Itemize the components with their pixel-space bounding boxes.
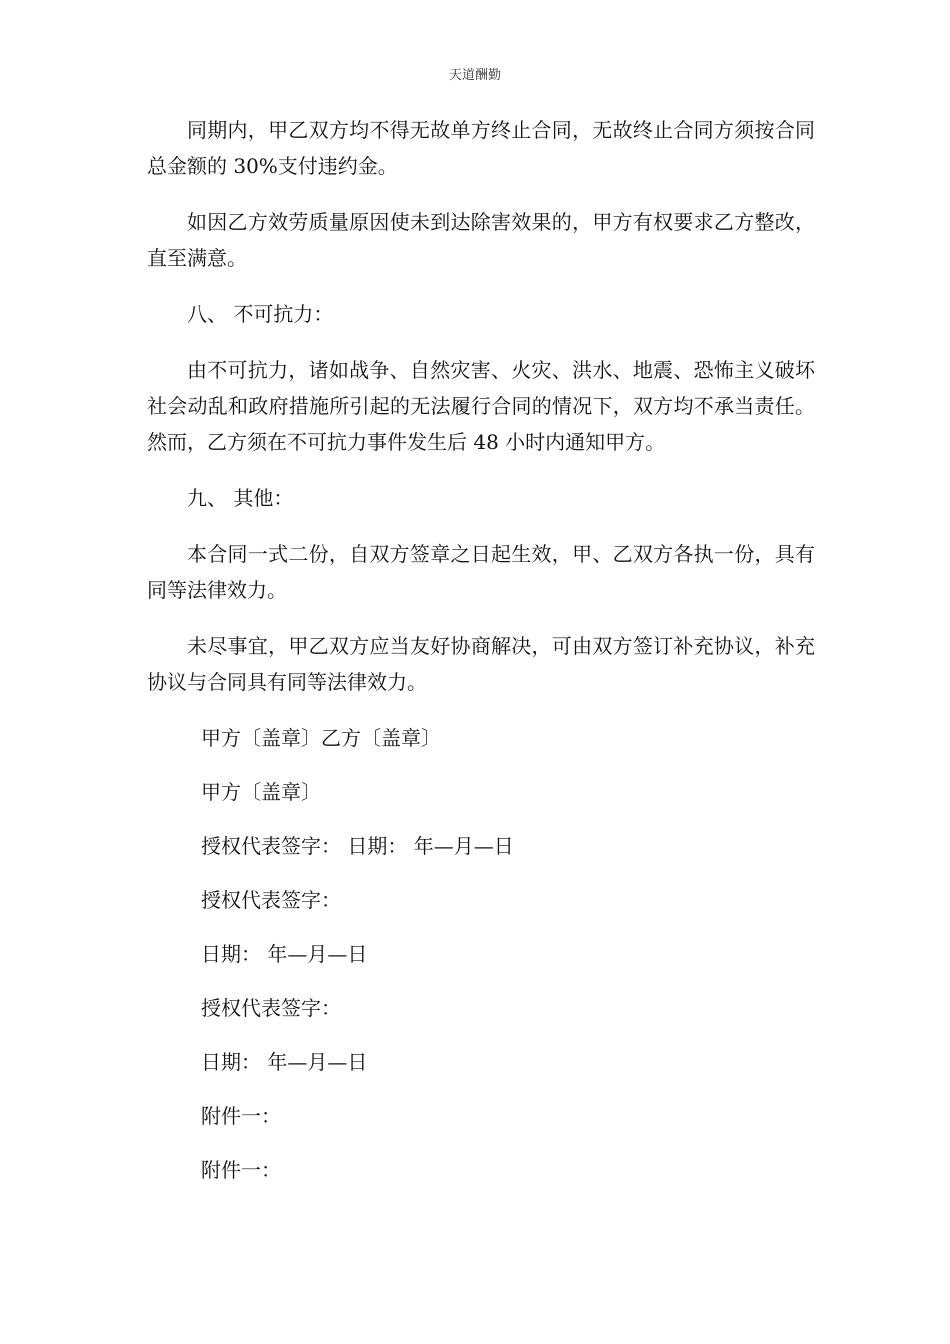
attachment-line-1: 附件一： [201, 1104, 281, 1128]
signature-line-date-2: 日期： 年—月—日 [201, 1050, 368, 1074]
paragraph-force-majeure: 由不可抗力，诸如战争、自然灾害、火灾、洪水、地震、恐怖主义破坏社会动乱和政府措施所引起的无法履行合同的情况下，双方均不承当责任。然而，乙方须在不可抗力事件发生后 48 小时内通知甲方。 [147, 358, 815, 454]
signature-line-auth-1: 授权代表签字： [201, 888, 341, 912]
document-body [147, 112, 815, 1188]
paragraph-termination: 同期内，甲乙双方均不得无故单方终止合同，无故终止合同方须按合同总金额的 30%支付违约金。 [147, 118, 815, 178]
section-heading-other: 九、 其他： [187, 486, 294, 510]
paragraph-supplement: 未尽事宜，甲乙双方应当友好协商解决，可由双方签订补充协议，补充协议与合同具有同等法律效力。 [147, 634, 815, 694]
signature-line-auth-date: 授权代表签字： 日期： 年—月—日 [201, 834, 514, 858]
attachment-line-2: 附件一： [201, 1158, 281, 1182]
page-header: 天道酬勤 [448, 68, 501, 83]
signature-line-auth-2: 授权代表签字： [201, 996, 341, 1020]
paragraph-rectification: 如因乙方效劳质量原因使未到达除害效果的，甲方有权要求乙方整改，直至满意。 [147, 210, 815, 270]
paragraph-copies: 本合同一式二份，自双方签章之日起生效，甲、乙双方各执一份，具有同等法律效力。 [147, 542, 815, 602]
signature-line-date-1: 日期： 年—月—日 [201, 942, 368, 966]
section-heading-force-majeure: 八、 不可抗力： [187, 302, 334, 326]
signature-line-party-a: 甲方〔盖章〕 [201, 780, 321, 804]
signature-line-parties: 甲方〔盖章〕乙方〔盖章〕 [201, 726, 441, 750]
